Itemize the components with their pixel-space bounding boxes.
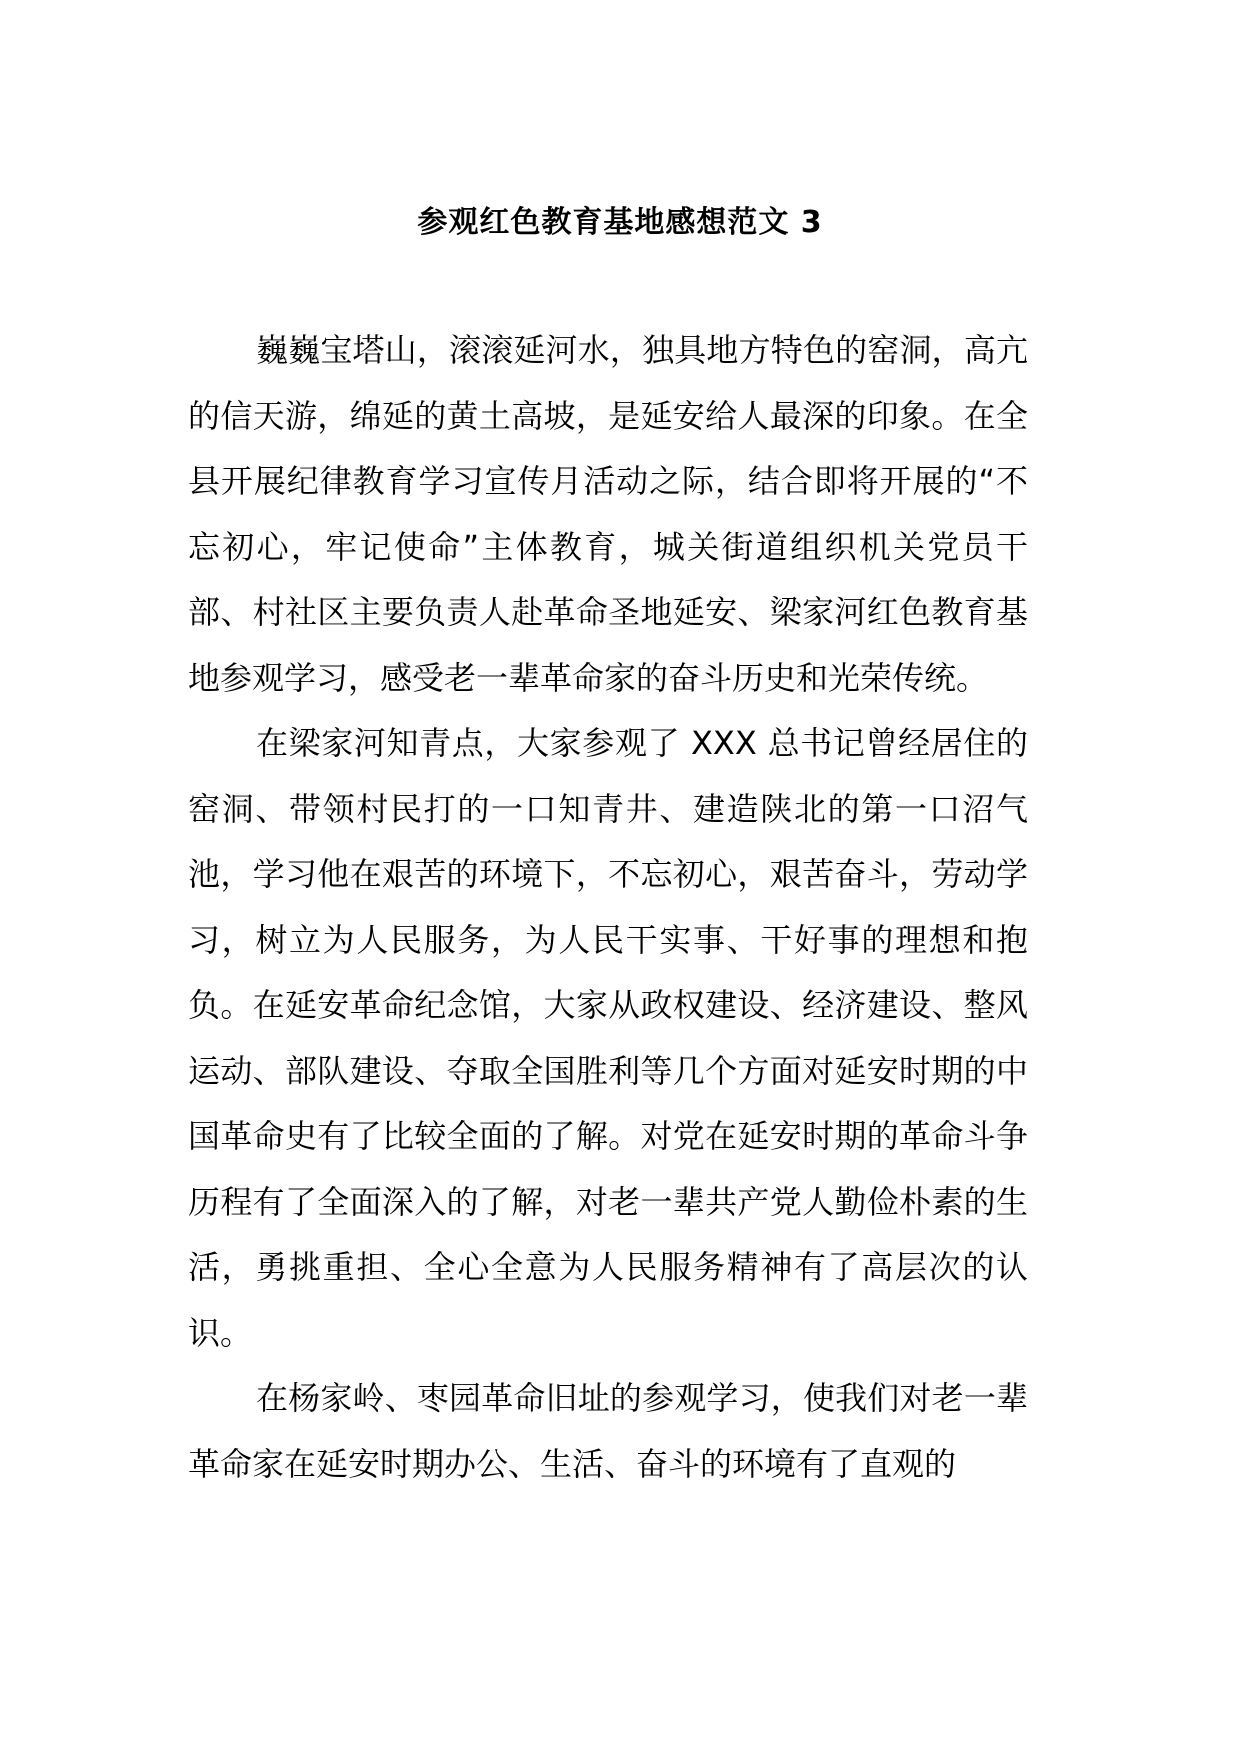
- paragraph-3: 在杨家岭、枣园革命旧址的参观学习，使我们对老一辈革命家在延安时期办公、生活、奋斗的环境有了直观的: [188, 1379, 1028, 1483]
- paragraph-2: 在梁家河知青点，大家参观了 XXX 总书记曾经居住的窑洞、带领村民打的一口知青井、建造陕北的第一口沼气池，学习他在艰苦的环境下，不忘初心，艰苦奋斗，劳动学习，树立为人民服务，为人民干实事、干好事的理想和抱负。在延安革命纪念馆，大家从政权建设、经济建设、整风运动、部队建设、夺取全国胜利等几个方面对延安时期的中国革命史有了比较全面的了解。对党在延安时期的革命斗争历程有了全面深入的了解，对老一辈共产党人勤俭朴素的生活，勇挑重担、全心全意为人民服务精神有了高层次的认识。: [188, 724, 1028, 1352]
- document-body: [188, 318, 1028, 1497]
- paragraph-1: 巍巍宝塔山，滚滚延河水，独具地方特色的窑洞，高亢的信天游，绵延的黄土高坡，是延安给人最深的印象。在全县开展纪律教育学习宣传月活动之际，结合即将开展的“不忘初心，牢记使命”主体教育，城关街道组织机关党员干部、村社区主要负责人赴革命圣地延安、梁家河红色教育基地参观学习，感受老一辈革命家的奋斗历史和光荣传统。: [188, 331, 1028, 697]
- document-title: 参观红色教育基地感想范文 3: [417, 205, 823, 240]
